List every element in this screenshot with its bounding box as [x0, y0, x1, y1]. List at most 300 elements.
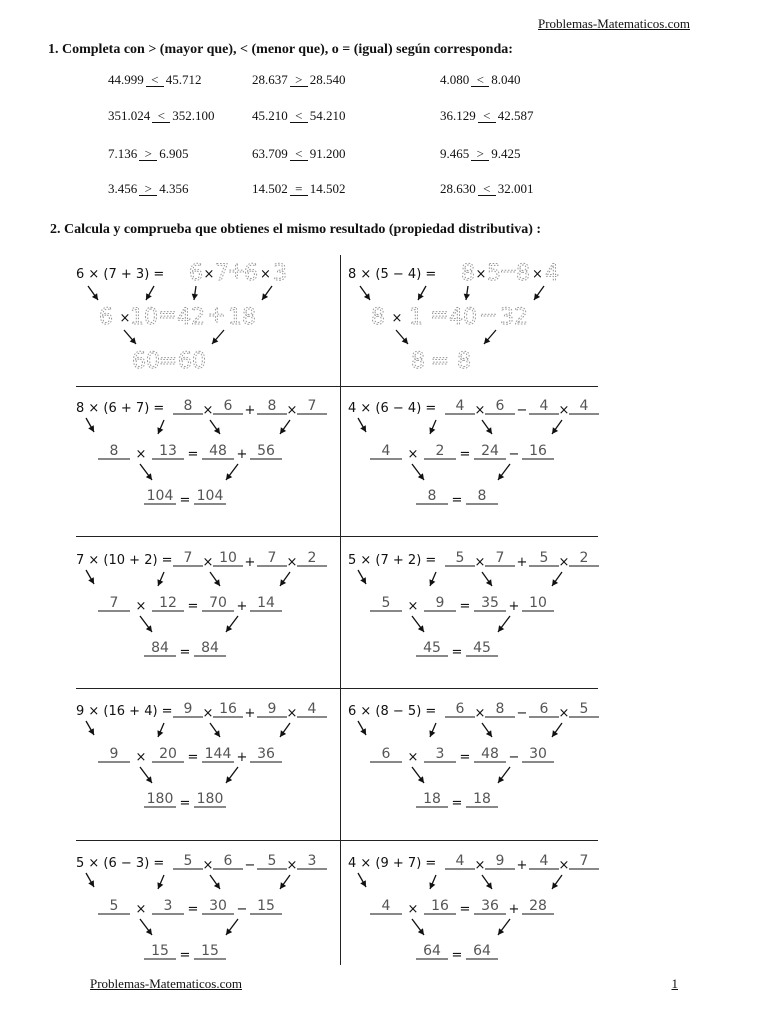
- answer-value: 6: [223, 853, 233, 869]
- expression: 8 × (5 − 4) =: [348, 267, 437, 282]
- number-right: 45.712: [165, 72, 202, 87]
- comparison-answer[interactable]: <: [290, 147, 308, 161]
- traced-number: 8: [371, 305, 385, 330]
- number-left: 28.630: [440, 181, 476, 196]
- answer-value: 30: [209, 898, 227, 914]
- operator-symbol: −: [244, 858, 256, 873]
- arrow-icon: [498, 767, 510, 783]
- answer-value: 36: [257, 746, 275, 762]
- arrow-icon: [192, 286, 198, 300]
- comparison-answer[interactable]: =: [290, 182, 308, 196]
- operator-symbol: =: [451, 948, 463, 963]
- arrow-icon: [88, 286, 98, 300]
- traced-number: 1: [409, 305, 423, 330]
- number-left: 351.024: [108, 108, 151, 123]
- operator-symbol: ×: [135, 447, 147, 462]
- operator-symbol: +: [227, 259, 246, 284]
- expression: 8 × (6 + 7) =: [76, 401, 165, 416]
- operator-symbol: =: [459, 447, 471, 462]
- answer-value: 6: [223, 398, 233, 414]
- arrow-icon: [429, 723, 436, 737]
- arrow-icon: [552, 420, 562, 434]
- answer-value: 28: [529, 898, 547, 914]
- comparison-answer[interactable]: <: [478, 182, 496, 196]
- answer-value: 8: [495, 701, 505, 717]
- grid-vertical-divider: [340, 255, 341, 965]
- operator-symbol: ×: [474, 706, 486, 721]
- answer-value: 7: [495, 550, 505, 566]
- answer-value: 24: [481, 443, 499, 459]
- operator-symbol: ×: [202, 555, 214, 570]
- operator-symbol: ×: [391, 311, 403, 326]
- arrow-icon: [464, 286, 470, 300]
- answer-value: 45: [473, 640, 491, 656]
- operator-symbol: ×: [558, 706, 570, 721]
- answer-value: 64: [473, 943, 491, 959]
- arrow-icon: [86, 873, 94, 887]
- expression: 6 × (7 + 3) =: [76, 267, 165, 282]
- expression: 5 × (7 + 2) =: [348, 553, 437, 568]
- traced-number: 10: [130, 305, 158, 330]
- operator-symbol: −: [479, 303, 498, 328]
- number-right: 14.502: [309, 181, 346, 196]
- arrow-icon: [210, 723, 220, 737]
- arrow-icon: [429, 572, 436, 586]
- operator-symbol: ×: [532, 267, 543, 282]
- answer-value: 3: [307, 853, 317, 869]
- answer-value: 4: [307, 701, 317, 717]
- number-left: 44.999: [108, 72, 144, 87]
- traced-number: 40: [449, 305, 477, 330]
- operator-symbol: =: [187, 902, 199, 917]
- operator-symbol: ×: [135, 750, 147, 765]
- answer-value: 7: [307, 398, 317, 414]
- answer-value: 8: [267, 398, 277, 414]
- number-right: 91.200: [309, 146, 346, 161]
- arrow-icon: [484, 330, 496, 344]
- traced-number: 18: [228, 305, 256, 330]
- arrow-icon: [396, 330, 408, 344]
- exercise-cell: [76, 847, 326, 967]
- answer-value: 15: [151, 943, 169, 959]
- comparison-answer[interactable]: >: [471, 147, 489, 161]
- grid-divider: [76, 536, 598, 537]
- q1-title: 1. Completa con > (mayor que), < (menor que), o = (igual) según corresponda:: [48, 42, 513, 57]
- answer-value: 16: [219, 701, 237, 717]
- number-right: 4.356: [159, 181, 189, 196]
- operator-symbol: −: [236, 902, 248, 917]
- number-left: 9.465: [440, 146, 470, 161]
- answer-value: 36: [481, 898, 499, 914]
- comparison-answer[interactable]: <: [290, 109, 308, 123]
- arrow-icon: [418, 286, 426, 300]
- arrow-icon: [552, 572, 562, 586]
- comparison-answer[interactable]: <: [478, 109, 496, 123]
- operator-symbol: +: [236, 447, 248, 462]
- arrow-icon: [482, 875, 492, 889]
- answer-value: 9: [495, 853, 505, 869]
- arrow-icon: [429, 875, 436, 889]
- answer-value: 104: [146, 488, 174, 504]
- arrow-icon: [146, 286, 154, 300]
- grid-divider: [76, 688, 598, 689]
- arrow-icon: [280, 723, 290, 737]
- operator-symbol: ×: [202, 706, 214, 721]
- arrow-icon: [210, 420, 220, 434]
- operator-symbol: +: [516, 858, 528, 873]
- arrow-icon: [280, 420, 290, 434]
- footer-site[interactable]: Problemas-Matematicos.com: [90, 976, 242, 991]
- answer-value: 4: [381, 443, 391, 459]
- number-right: 352.100: [172, 108, 215, 123]
- traced-number: 60: [178, 349, 206, 374]
- operator-symbol: ×: [474, 858, 486, 873]
- answer-value: 56: [257, 443, 275, 459]
- operator-symbol: ×: [474, 555, 486, 570]
- operator-symbol: ×: [135, 599, 147, 614]
- comparison-item: [108, 72, 202, 88]
- arrow-icon: [212, 330, 224, 344]
- arrow-icon: [482, 723, 492, 737]
- answer-value: 9: [435, 595, 445, 611]
- answer-value: 16: [431, 898, 449, 914]
- operator-symbol: =: [451, 796, 463, 811]
- arrow-icon: [358, 721, 366, 735]
- number-left: 7.136: [108, 146, 138, 161]
- answer-value: 8: [109, 443, 119, 459]
- comparison-answer[interactable]: <: [471, 73, 489, 87]
- traced-number: 8: [461, 261, 475, 286]
- exercise-cell: [348, 695, 598, 815]
- number-left: 28.637: [252, 72, 288, 87]
- operator-symbol: ×: [260, 267, 271, 282]
- operator-symbol: +: [508, 599, 520, 614]
- answer-value: 5: [267, 853, 277, 869]
- expression: 4 × (6 − 4) =: [348, 401, 437, 416]
- comparison-item: [252, 146, 346, 162]
- expression: 9 × (16 + 4) =: [76, 704, 173, 719]
- number-left: 3.456: [108, 181, 138, 196]
- operator-symbol: =: [179, 493, 191, 508]
- operator-symbol: =: [187, 447, 199, 462]
- operator-symbol: +: [516, 555, 528, 570]
- example-cell: [76, 258, 326, 378]
- comparison-item: [252, 181, 346, 197]
- operator-symbol: ×: [286, 555, 298, 570]
- answer-value: 8: [477, 488, 487, 504]
- answer-value: 5: [455, 550, 465, 566]
- answer-value: 6: [381, 746, 391, 762]
- answer-value: 5: [539, 550, 549, 566]
- expression: 6 × (8 − 5) =: [348, 704, 437, 719]
- arrow-icon: [226, 616, 238, 632]
- answer-value: 9: [267, 701, 277, 717]
- answer-value: 6: [495, 398, 505, 414]
- comparison-answer[interactable]: >: [139, 182, 157, 196]
- operator-symbol: =: [451, 645, 463, 660]
- number-left: 63.709: [252, 146, 288, 161]
- operator-symbol: +: [244, 555, 256, 570]
- operator-symbol: =: [179, 796, 191, 811]
- answer-value: 45: [423, 640, 441, 656]
- header-site[interactable]: Problemas-Matematicos.com: [538, 16, 690, 31]
- operator-symbol: ×: [475, 267, 487, 282]
- expression: 4 × (9 + 7) =: [348, 856, 437, 871]
- answer-value: 64: [423, 943, 441, 959]
- answer-value: 10: [529, 595, 547, 611]
- operator-symbol: ×: [407, 750, 419, 765]
- answer-value: 7: [109, 595, 119, 611]
- comparison-item: [108, 108, 215, 124]
- answer-value: 8: [183, 398, 193, 414]
- operator-symbol: ×: [202, 403, 214, 418]
- answer-value: 5: [109, 898, 119, 914]
- arrow-icon: [86, 418, 94, 432]
- comparison-item: [252, 108, 346, 124]
- operator-symbol: =: [179, 948, 191, 963]
- traced-number: 8: [457, 349, 471, 374]
- traced-number: 8: [516, 261, 530, 286]
- exercise-cell: [348, 544, 598, 664]
- number-left: 36.129: [440, 108, 476, 123]
- arrow-icon: [157, 875, 164, 889]
- exercise-cell: [76, 544, 326, 664]
- arrow-icon: [358, 418, 366, 432]
- operator-symbol: =: [430, 349, 450, 374]
- number-right: 42.587: [497, 108, 534, 123]
- traced-number: 6: [189, 261, 203, 286]
- arrow-icon: [226, 464, 238, 480]
- operator-symbol: ×: [286, 706, 298, 721]
- answer-value: 4: [539, 398, 549, 414]
- page-number: 1: [671, 976, 678, 991]
- answer-value: 4: [381, 898, 391, 914]
- answer-value: 8: [427, 488, 437, 504]
- comparison-answer[interactable]: >: [290, 73, 308, 87]
- answer-value: 6: [539, 701, 549, 717]
- comparison-item: [440, 181, 534, 197]
- number-right: 32.001: [497, 181, 534, 196]
- example-cell: [348, 258, 598, 378]
- answer-value: 84: [151, 640, 169, 656]
- answer-value: 10: [219, 550, 237, 566]
- arrow-icon: [86, 721, 94, 735]
- answer-value: 15: [201, 943, 219, 959]
- answer-value: 4: [579, 398, 589, 414]
- arrow-icon: [358, 873, 366, 887]
- arrow-icon: [482, 420, 492, 434]
- comparison-item: [440, 72, 521, 88]
- arrow-icon: [210, 875, 220, 889]
- number-right: 28.540: [309, 72, 346, 87]
- operator-symbol: +: [244, 706, 256, 721]
- grid-divider: [76, 386, 598, 387]
- arrow-icon: [157, 420, 164, 434]
- operator-symbol: ×: [407, 599, 419, 614]
- traced-number: 42: [177, 305, 205, 330]
- arrow-icon: [226, 767, 238, 783]
- answer-value: 30: [529, 746, 547, 762]
- answer-value: 5: [381, 595, 391, 611]
- answer-value: 7: [183, 550, 193, 566]
- comparison-answer[interactable]: <: [146, 73, 164, 87]
- arrow-icon: [210, 572, 220, 586]
- operator-symbol: ×: [135, 902, 147, 917]
- exercise-cell: [348, 847, 598, 967]
- number-left: 14.502: [252, 181, 288, 196]
- number-right: 9.425: [491, 146, 521, 161]
- exercise-cell: [76, 695, 326, 815]
- expression: 7 × (10 + 2) =: [76, 553, 173, 568]
- answer-value: 18: [423, 791, 441, 807]
- answer-value: 70: [209, 595, 227, 611]
- operator-symbol: =: [158, 349, 178, 374]
- operator-symbol: ×: [286, 858, 298, 873]
- answer-value: 18: [473, 791, 491, 807]
- operator-symbol: +: [236, 750, 248, 765]
- operator-symbol: ×: [558, 555, 570, 570]
- arrow-icon: [140, 767, 152, 783]
- traced-number: 60: [132, 349, 160, 374]
- arrow-icon: [360, 286, 370, 300]
- operator-symbol: −: [508, 447, 520, 462]
- arrow-icon: [534, 286, 544, 300]
- arrow-icon: [280, 572, 290, 586]
- answer-value: 48: [481, 746, 499, 762]
- comparison-answer[interactable]: >: [139, 147, 157, 161]
- operator-symbol: +: [236, 599, 248, 614]
- operator-symbol: =: [430, 303, 449, 328]
- traced-number: 6: [99, 305, 113, 330]
- arrow-icon: [412, 464, 424, 480]
- answer-value: 180: [196, 791, 224, 807]
- traced-number: 3: [273, 261, 287, 286]
- answer-value: 20: [159, 746, 177, 762]
- arrow-icon: [140, 616, 152, 632]
- answer-value: 48: [209, 443, 227, 459]
- operator-symbol: =: [451, 493, 463, 508]
- answer-value: 6: [455, 701, 465, 717]
- answer-value: 5: [579, 701, 589, 717]
- operator-symbol: =: [179, 645, 191, 660]
- answer-value: 15: [257, 898, 275, 914]
- arrow-icon: [482, 572, 492, 586]
- traced-number: 8: [411, 349, 425, 374]
- answer-value: 7: [579, 853, 589, 869]
- answer-value: 9: [109, 746, 119, 762]
- operator-symbol: ×: [407, 902, 419, 917]
- comparison-item: [108, 146, 189, 162]
- arrow-icon: [86, 570, 94, 584]
- arrow-icon: [262, 286, 272, 300]
- arrow-icon: [498, 616, 510, 632]
- answer-value: 84: [201, 640, 219, 656]
- traced-number: 6: [244, 261, 258, 286]
- operator-symbol: ×: [203, 267, 215, 282]
- arrow-icon: [412, 767, 424, 783]
- q2-title: 2. Calcula y comprueba que obtienes el mismo resultado (propiedad distributiva) :: [50, 222, 542, 237]
- answer-value: 5: [183, 853, 193, 869]
- traced-number: 4: [545, 261, 559, 286]
- operator-symbol: ×: [202, 858, 214, 873]
- comparison-item: [440, 108, 534, 124]
- arrow-icon: [157, 572, 164, 586]
- answer-value: 104: [196, 488, 224, 504]
- traced-number: 7: [215, 261, 229, 286]
- comparison-item: [440, 146, 521, 162]
- operator-symbol: −: [516, 706, 528, 721]
- answer-value: 2: [579, 550, 589, 566]
- comparison-item: [108, 181, 189, 197]
- operator-symbol: =: [158, 303, 177, 328]
- arrow-icon: [412, 919, 424, 935]
- operator-symbol: =: [459, 750, 471, 765]
- arrow-icon: [498, 919, 510, 935]
- grid-divider: [76, 840, 598, 841]
- operator-symbol: =: [459, 599, 471, 614]
- answer-value: 13: [159, 443, 177, 459]
- arrow-icon: [157, 723, 164, 737]
- number-right: 6.905: [159, 146, 189, 161]
- exercise-cell: [348, 392, 598, 512]
- answer-value: 180: [146, 791, 174, 807]
- comparison-item: [252, 72, 346, 88]
- comparison-answer[interactable]: <: [152, 109, 170, 123]
- answer-value: 14: [257, 595, 275, 611]
- operator-symbol: =: [459, 902, 471, 917]
- arrow-icon: [226, 919, 238, 935]
- operator-symbol: −: [516, 403, 528, 418]
- number-left: 4.080: [440, 72, 470, 87]
- arrow-icon: [140, 464, 152, 480]
- arrow-icon: [429, 420, 436, 434]
- operator-symbol: +: [508, 902, 520, 917]
- answer-value: 7: [267, 550, 277, 566]
- operator-symbol: −: [499, 259, 518, 284]
- arrow-icon: [124, 330, 136, 344]
- operator-symbol: +: [244, 403, 256, 418]
- arrow-icon: [140, 919, 152, 935]
- number-right: 8.040: [491, 72, 521, 87]
- answer-value: 9: [183, 701, 193, 717]
- arrow-icon: [280, 875, 290, 889]
- arrow-icon: [552, 723, 562, 737]
- operator-symbol: ×: [286, 403, 298, 418]
- operator-symbol: +: [207, 303, 226, 328]
- operator-symbol: =: [187, 599, 199, 614]
- exercise-cell: [76, 392, 326, 512]
- answer-value: 2: [435, 443, 445, 459]
- operator-symbol: ×: [407, 447, 419, 462]
- number-right: 54.210: [309, 108, 346, 123]
- answer-value: 4: [455, 398, 465, 414]
- arrow-icon: [498, 464, 510, 480]
- answer-value: 4: [539, 853, 549, 869]
- traced-number: 5: [487, 261, 501, 286]
- answer-value: 12: [159, 595, 177, 611]
- arrow-icon: [358, 570, 366, 584]
- answer-value: 144: [204, 746, 232, 762]
- number-left: 45.210: [252, 108, 288, 123]
- answer-value: 4: [455, 853, 465, 869]
- answer-value: 2: [307, 550, 317, 566]
- operator-symbol: ×: [558, 858, 570, 873]
- answer-value: 16: [529, 443, 547, 459]
- operator-symbol: ×: [474, 403, 486, 418]
- operator-symbol: −: [508, 750, 520, 765]
- answer-value: 35: [481, 595, 499, 611]
- operator-symbol: =: [187, 750, 199, 765]
